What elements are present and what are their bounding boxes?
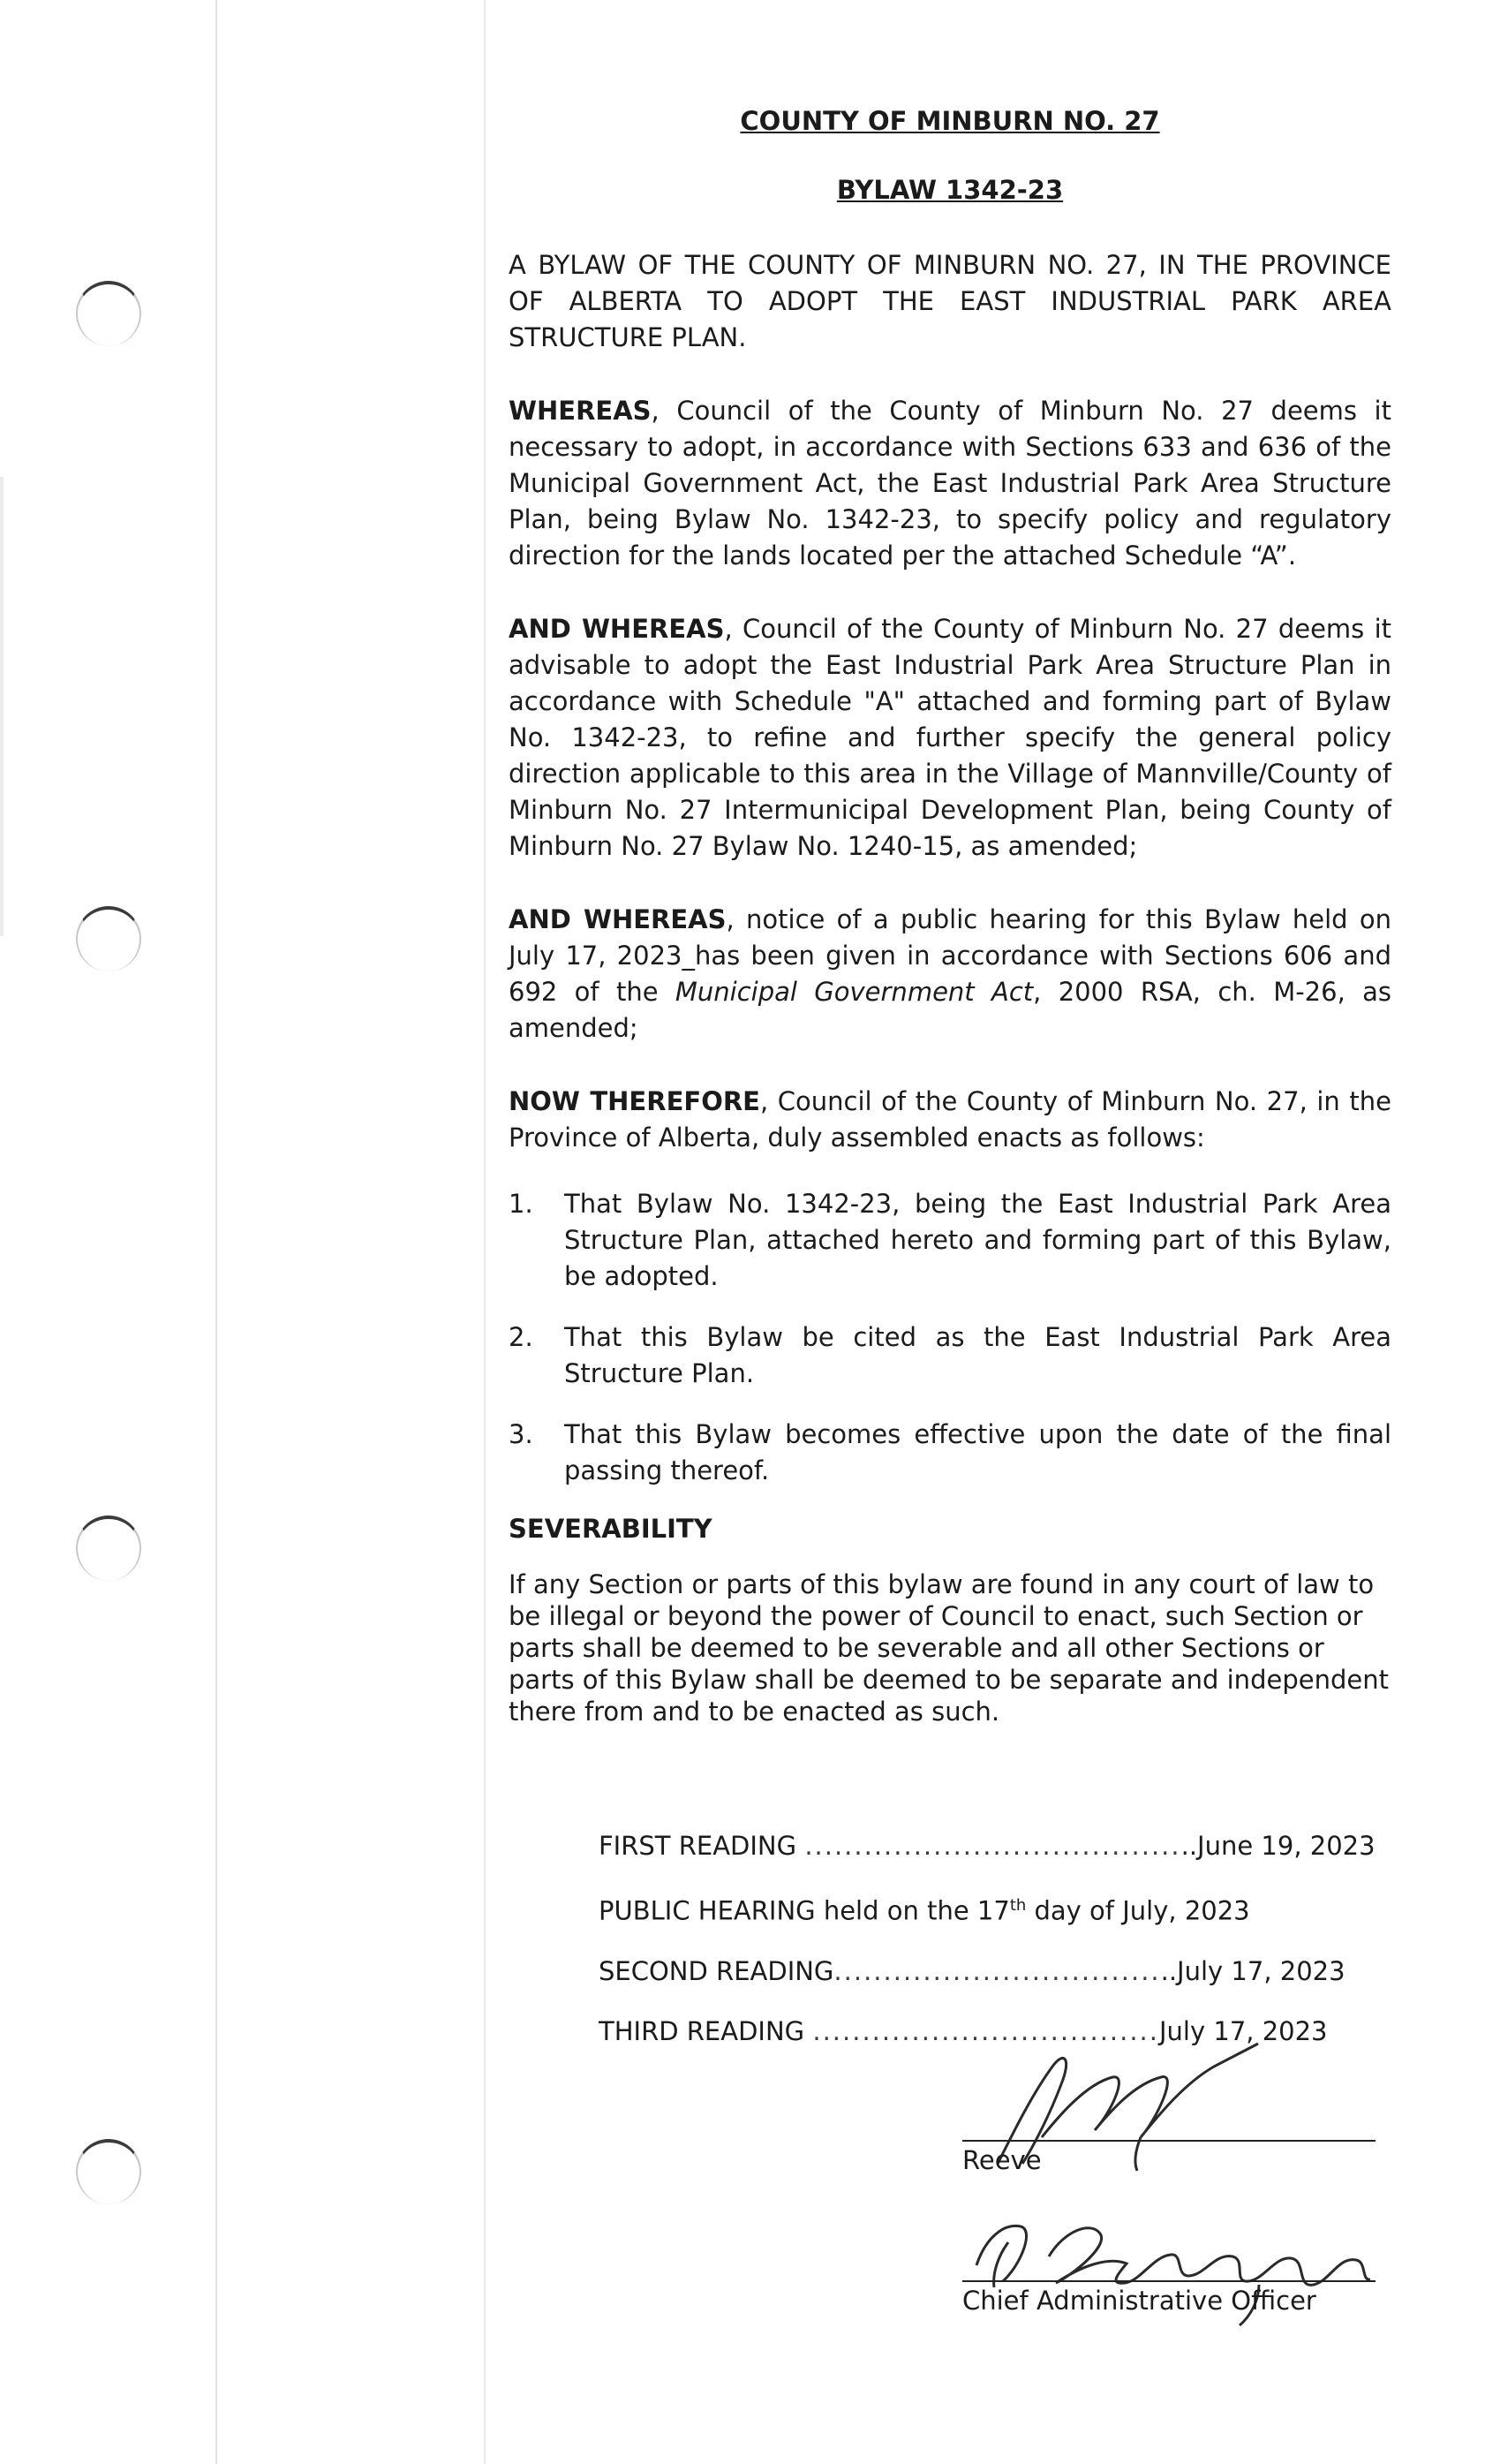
severability-heading: SEVERABILITY: [509, 1514, 712, 1544]
margin-line-right: [484, 0, 486, 2464]
list-item-text: That this Bylaw becomes effective upon the date of the final passing thereof.: [564, 1419, 1391, 1485]
now-therefore-text: , Council of the County of Minburn No. 27, in the Province of Alberta, duly assembled enacts as follows:: [509, 1086, 1391, 1153]
now-therefore-paragraph: [509, 1084, 1391, 1156]
reeve-signature-block: [962, 2140, 1376, 2175]
hearing-suffix: day of July, 2023: [1026, 1895, 1250, 1926]
leader-dots: .................................: [833, 1955, 1161, 1986]
scan-edge-mark: [0, 477, 4, 936]
hearing-prefix: PUBLIC HEARING held on the 17: [599, 1895, 1010, 1926]
first-reading: [599, 1828, 1376, 1863]
margin-line-left: [215, 0, 217, 2464]
enactment-list: [509, 1186, 1391, 1489]
first-reading-label: FIRST READING: [599, 1831, 797, 1861]
now-therefore-lead: NOW THEREFORE: [509, 1086, 760, 1116]
whereas-paragraph-1: [509, 393, 1391, 574]
document-body: [509, 106, 1391, 1727]
third-reading-label: THIRD READING: [599, 2015, 805, 2046]
whereas-text: , notice of a public hearing for this Bylaw held on July 17, 2023_has been given in accordance with Sections 606 and 692 of the: [509, 904, 1392, 1007]
whereas-paragraph-3: [509, 902, 1391, 1047]
public-hearing: [599, 1888, 1287, 1929]
whereas-text: , Council of the County of Minburn No. 27 deems it necessary to adopt, in accordance with Sections 633 and 636 of the Municipal Government Act, the East Industrial Park Area Structure Plan, being Bylaw No. 1342-23, to specify policy and regulatory direction for the lands located per the attached Schedule “A”.: [509, 396, 1391, 571]
cao-label: Chief Administrative Officer: [962, 2286, 1316, 2316]
second-reading-label: SECOND READING: [599, 1955, 834, 1986]
binder-hole-icon: [76, 2139, 141, 2204]
whereas-lead: AND WHEREAS: [509, 904, 727, 934]
first-reading-date: ..June 19, 2023: [1180, 1831, 1376, 1861]
binder-hole-icon: [76, 1515, 141, 1581]
list-item-number: 1.: [509, 1189, 533, 1219]
whereas-text: , 2000 RSA, ch. M-26, as amended;: [509, 977, 1392, 1043]
leader-dots: ...................................: [812, 2015, 1159, 2046]
list-item: [509, 1319, 1391, 1392]
third-reading-date: July 17, 2023: [1159, 2015, 1328, 2046]
act-name: Municipal Government Act: [675, 977, 1034, 1007]
whereas-lead: AND WHEREAS: [509, 614, 725, 644]
hearing-ordinal: th: [1009, 1896, 1027, 1915]
leader-dots: ......................................: [804, 1831, 1181, 1861]
second-reading: [599, 1954, 1345, 1989]
list-item-text: That this Bylaw be cited as the East Industrial Park Area Structure Plan.: [564, 1322, 1391, 1388]
signature-line: [962, 2280, 1376, 2282]
bylaw-heading: BYLAW 1342-23: [836, 175, 1064, 205]
list-item: [509, 1417, 1391, 1489]
list-item-number: 2.: [509, 1322, 533, 1352]
county-heading: COUNTY OF MINBURN NO. 27: [740, 106, 1160, 136]
whereas-paragraph-2: [509, 611, 1391, 865]
list-item-number: 3.: [509, 1419, 533, 1449]
bylaw-title: A BYLAW OF THE COUNTY OF MINBURN NO. 27, IN THE PROVINCE OF ALBERTA TO ADOPT THE EAST INDUSTRIAL PARK AREA STRUCTURE PLAN.: [509, 250, 1391, 352]
binder-hole-icon: [76, 906, 141, 971]
reeve-label: Reeve: [962, 2145, 1042, 2175]
whereas-lead: WHEREAS: [509, 396, 652, 426]
severability-text: If any Section or parts of this bylaw are found in any court of law to be illegal or beyond the power of Council to enact, such Section or parts shall be deemed to be severable and all other Sections or parts of this Bylaw shall be deemed to be separate and independent there from and to be enacted as such.: [509, 1569, 1389, 1727]
cao-signature-block: [962, 2280, 1376, 2316]
signature-line: [962, 2140, 1376, 2142]
list-item: [509, 1186, 1391, 1295]
list-item-text: That Bylaw No. 1342-23, being the East Industrial Park Area Structure Plan, attached hereto and forming part of this Bylaw, be adopted.: [564, 1189, 1391, 1291]
whereas-text: , Council of the County of Minburn No. 27 deems it advisable to adopt the East Industrial Park Area Structure Plan in accordance with Schedule "A" attached and forming part of Bylaw No. 1342-23, to refine and further specify the general policy direction applicable to this area in the Village of Mannville/County of Minburn No. 27 Intermunicipal Development Plan, being County of Minburn No. 27 Bylaw No. 1240-15, as amended;: [509, 614, 1391, 861]
binder-hole-icon: [76, 281, 141, 346]
second-reading-date: ..July 17, 2023: [1160, 1955, 1345, 1986]
